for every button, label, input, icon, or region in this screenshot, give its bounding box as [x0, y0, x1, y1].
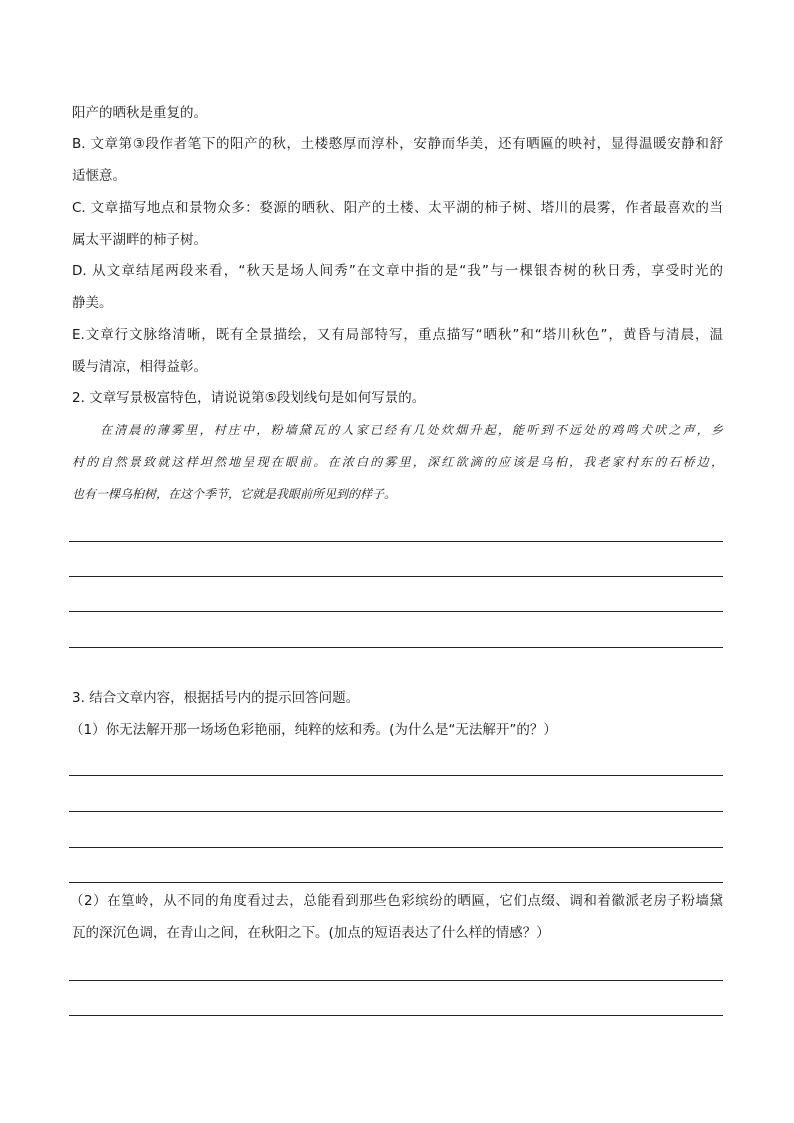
answer-line[interactable] — [69, 647, 723, 648]
answer-line[interactable] — [69, 882, 723, 883]
question-3-prompt: 3. 结合文章内容，根据括号内的提示回答问题。 — [72, 690, 360, 706]
quote-line-1: 在清晨的薄雾里，村庄中，粉墙黛瓦的人家已经有几处炊烟升起，能听到不远处的鸡鸣犬吠之声，乡 — [100, 423, 723, 437]
question-3-sub-2-line-1: （2）在篁岭，从不同的角度看过去，总能看到那些色彩缤纷的晒匾，它们点缀、调和着徽派老房子粉墙黛 — [70, 893, 723, 909]
quote-line-2: 村的自然景致就这样坦然地呈现在眼前。在浓白的雾里，深红欲滴的应该是乌桕，我老家村东的石桥边， — [72, 455, 723, 469]
option-c-line-1: C. 文章描写地点和景物众多：婺源的晒秋、阳产的土楼、太平湖的柿子树、塔川的晨雾，作者最喜欢的当 — [72, 200, 723, 216]
option-e-line-1: E.文章行文脉络清晰，既有全景描绘，又有局部特写，重点描写“晒秋”和“塔川秋色”，黄昏与清晨，温 — [72, 327, 723, 343]
option-b-line-2: 适惬意。 — [72, 168, 126, 184]
option-c-line-2: 属太平湖畔的柿子树。 — [72, 232, 207, 248]
answer-line[interactable] — [69, 811, 723, 812]
quote-line-3: 也有一棵乌桕树，在这个季节，它就是我眼前所见到的样子。 — [72, 487, 397, 501]
option-e-line-2: 暖与清凉，相得益彰。 — [72, 359, 207, 375]
question-3-sub-1: （1）你无法解开那一场场色彩艳丽，纯粹的炫和秀。(为什么是“无法解开”的？） — [70, 722, 557, 738]
answer-line[interactable] — [69, 775, 723, 776]
answer-line[interactable] — [69, 576, 723, 577]
answer-line[interactable] — [69, 1015, 723, 1016]
option-d-line-2: 静美。 — [72, 295, 113, 311]
question-2-prompt: 2. 文章写景极富特色，请说说第⑤段划线句是如何写景的。 — [72, 390, 426, 406]
option-d-line-1: D. 从文章结尾两段来看，“秋天是场人间秀”在文章中指的是“我”与一棵银杏树的秋日秀，享受时光的 — [72, 263, 723, 279]
answer-line[interactable] — [69, 847, 723, 848]
question-3-sub-2-line-2: 瓦的深沉色调，在青山之间，在秋阳之下。(加点的短语表达了什么样的情感？） — [72, 925, 550, 941]
answer-line[interactable] — [69, 611, 723, 612]
option-a-tail: 阳产的晒秋是重复的。 — [72, 105, 207, 121]
option-b-line-1: B. 文章第③段作者笔下的阳产的秋，土楼憨厚而淳朴，安静而华美，还有晒匾的映衬，显得温暖安静和舒 — [72, 136, 723, 152]
answer-line[interactable] — [69, 980, 723, 981]
answer-line[interactable] — [69, 541, 723, 542]
